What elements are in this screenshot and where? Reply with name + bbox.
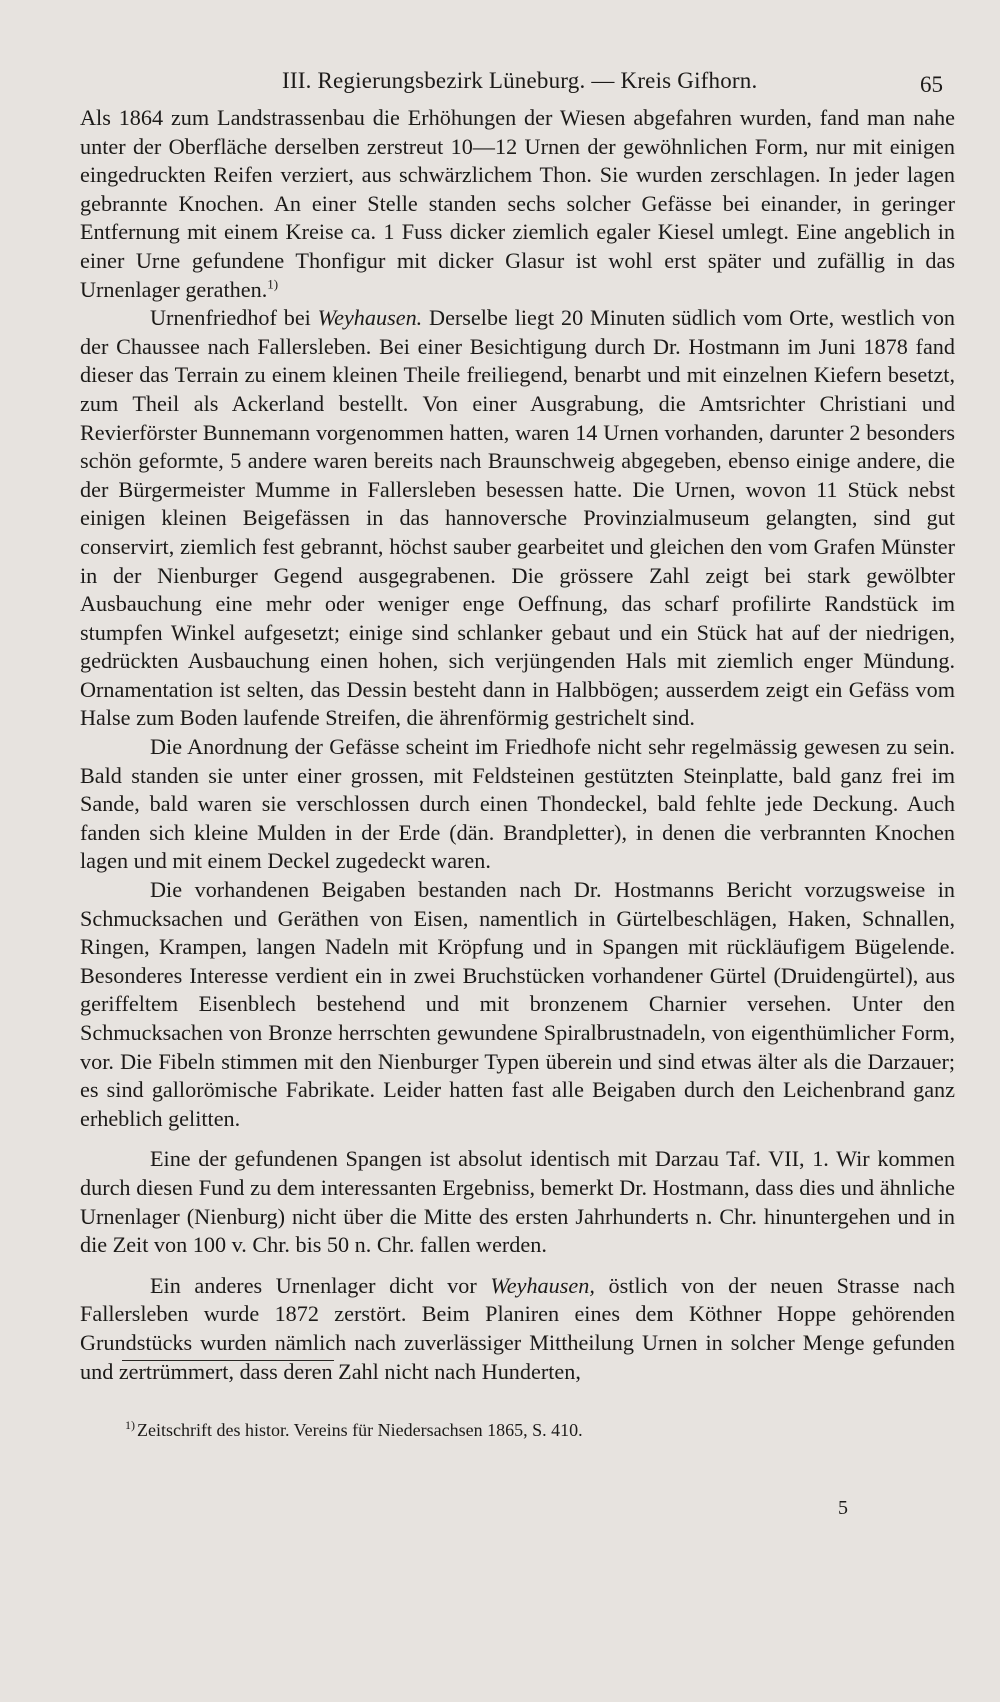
paragraph-2-text: Derselbe liegt 20 Minuten südlich vom Orte, westlich von der Chaussee nach Fallersleben. Bei einer Besichtigung durch Dr. Hostmann im Juni 1878 fand dieser das Terrain zu einem kleinen Theile freiliegend, benarbt und mit einzelnen Kiefern besetzt, zum Theil als Ackerland bestellt. Von einer Ausgrabung, die Amtsrichter Christiani und Revierförster Bunnemann vorgenommen hatten, waren 14 Urnen vorhanden, darunter 2 besonders schön geformte, 5 andere waren bereits nach Braunschweig abgegeben, ebenso einige andere, die der Bürgermeister Mumme in Fallersleben besessen hatte. Die Urnen, wovon 11 Stück nebst einigen kleinen Beigefässen in das hannoversche Provinzialmuseum gelangten, sind gut conservirt, ziemlich fest gebrannt, höchst sauber gearbeitet und gleichen den vom Grafen Münster in der Nienburger Gegend ausgegrabenen. Die grössere Zahl zeigt bei stark gewölbter Ausbauchung eine mehr oder weniger enge Oeffnung, das scharf profilirte Randstück im stumpfen Winkel aufgesetzt; einige sind schlanker gebaut und ein Stück hat auf der niedrigen, gedrückten Ausbauchung einen hohen, sich verjüngenden Hals mit ziemlich enger Mündung. Ornamentation ist selten, das Dessin besteht dann in Halbbögen; ausserdem zeigt ein Gefäss vom Halse zum Boden laufende Streifen, die ährenförmig gestrichelt sind. [80, 305, 956, 731]
paragraph-6-lead: Ein anderes Urnenlager dicht vor [150, 1272, 491, 1298]
place-name: Weyhausen, [490, 1272, 595, 1298]
paragraph-1 [80, 104, 955, 304]
running-title: III. Regierungsbezirk Lüneburg. — Kreis Gifhorn. [282, 68, 758, 93]
footnote-reference: 1) [267, 276, 279, 292]
footnote-text: Zeitschrift des histor. Vereins für Niedersachsen 1865, S. 410. [137, 1420, 583, 1440]
body-text [80, 104, 955, 1386]
page-number: 65 [920, 72, 943, 97]
paragraph-5: Eine der gefundenen Spangen ist absolut identisch mit Darzau Taf. VII, 1. Wir kommen durch diesen Fund zu dem interessanten Ergebniss, bemerkt Dr. Hostmann, dass dies und ähnliche Urnenlager (Nienburg) nicht über die Mitte des ersten Jahrhunderts n. Chr. hinuntergehen und in die Zeit von 100 v. Chr. bis 50 n. Chr. fallen werden. [80, 1146, 955, 1258]
footnote-number: 1) [125, 1418, 135, 1432]
paragraph-1-text: Als 1864 zum Landstrassenbau die Erhöhungen der Wiesen abgefahren wurden, fand man nahe unter der Oberfläche derselben zerstreut 10—12 Urnen der gewöhnlichen Form, nur mit einigen eingedruckten Reifen verziert, aus schwärzlichem Thon. Sie wurden zerschlagen. In jeder lagen gebrannte Knochen. An einer Stelle standen sechs solcher Gefässe bei einander, in geringer Entfernung mit einem Kreise ca. 1 Fuss dicker ziemlich egaler Kiesel umlegt. Eine angeblich in einer Urne gefundene Thonfigur mit dicker Glasur ist wohl erst später und zufällig in das Urnenlager gerathen. [80, 105, 955, 302]
paragraph-2 [80, 304, 955, 733]
paragraph-2-lead: Urnenfriedhof bei [150, 305, 318, 331]
footnote-divider [122, 1360, 334, 1361]
paragraph-3: Die Anordnung der Gefässe scheint im Friedhofe nicht sehr regelmässig gewesen zu sein. Bald standen sie unter einer grossen, mit Feldsteinen gestützten Steinplatte, bald ganz frei im Sande, bald waren sie verschlossen durch einen Thondeckel, bald fehlte jede Deckung. Auch fanden sich kleine Mulden in der Erde (dän. Brandpletter), in denen die verbrannten Knochen lagen und mit einem Deckel zugedeckt waren. [80, 734, 955, 874]
place-name: Weyhausen. [317, 305, 423, 331]
footnote [125, 1418, 583, 1441]
paragraph-4: Die vorhandenen Beigaben bestanden nach Dr. Hostmanns Bericht vorzugsweise in Schmucksachen und Geräthen von Eisen, namentlich in Gürtelbeschlägen, Haken, Schnallen, Ringen, Krampen, langen Nadeln mit Kröpfung und in Spangen mit rückläufigem Bügelende. Besonderes Interesse verdient ein in zwei Bruchstücken vorhandener Gürtel (Druidengürtel), aus geriffeltem Eisenblech bestehend und mit bronzenem Charnier versehen. Unter den Schmucksachen von Bronze herrschten gewundene Spiralbrustnadeln, von eigenthümlicher Form, vor. Die Fibeln stimmen mit den Nienburger Typen überein und sind etwas älter als die Darzauer; es sind gallorömische Fabrikate. Leider hatten fast alle Beigaben durch den Leichenbrand ganz erheblich gelitten. [80, 877, 955, 1131]
paragraph-6-text: östlich von der neuen Strasse nach Fallersleben wurde 1872 zerstört. Beim Planiren eines dem Köthner Hoppe gehörenden Grundstücks wurden nämlich nach zuverlässiger Mittheilung Urnen in solcher Menge gefunden und zertrümmert, dass deren Zahl nicht nach Hunderten, [80, 1272, 955, 1384]
signature-mark: 5 [838, 1497, 848, 1519]
paragraph-6 [80, 1272, 955, 1386]
page-header [0, 60, 1000, 100]
